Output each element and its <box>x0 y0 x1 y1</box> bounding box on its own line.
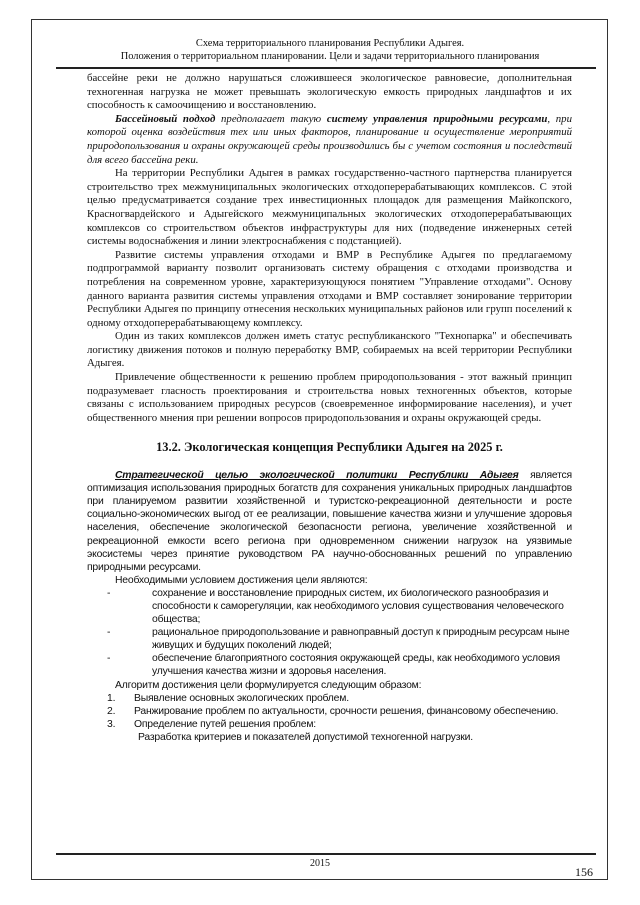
paragraph-5: Один из таких комплексов должен иметь статус республиканского "Технопарка" и обеспечивать логистику движения потоков и полную переработку ВМР, собираемых на всей территории Республики Адыгея. <box>87 330 572 370</box>
sub-item: Разработка критериев и показателей допустимой техногенной нагрузки. <box>138 731 473 743</box>
dash-marker: - <box>107 653 111 665</box>
section-heading: 13.2. Экологическая концепция Республики Адыгея на 2025 г. <box>156 440 503 455</box>
item-number: 3. <box>107 718 116 730</box>
list-item-text: обеспечение благоприятного состояния окружающей среды, как необходимого условия улучшения качества жизни и здоровья населения. <box>152 653 560 678</box>
page-number: 156 <box>575 865 593 879</box>
paragraph-7-text: является оптимизация использования природных богатств для сохранения уникальных природных ландшафтов при планируемом развитии хозяйственной и туристско-рекреационной деятельности и росте социально-экономических выгод от ее реализации, повышение качества жизни и улучшение здоровья населения, обеспечение экологической безопасности региона, увеличение хозяйственной и рекреационной емкости всего региона при одновременном снижении нагрузок на уязвимые экосистемы через принятие руководством РА научно-обоснованных решений по управлению природными ресурсами. <box>87 470 572 573</box>
term-basin-approach: Бассейновый подход <box>115 112 216 125</box>
dash-marker: - <box>107 587 111 599</box>
item-text: Определение путей решения проблем: <box>134 718 316 730</box>
header-rule <box>56 67 596 69</box>
footer-rule <box>56 853 596 855</box>
item-number: 2. <box>107 705 116 717</box>
paragraph-9: Алгоритм достижения цели формулируется следующим образом: <box>115 679 422 691</box>
running-header <box>70 38 590 63</box>
header-line-1: Схема территориального планирования Республики Адыгея. <box>195 38 465 49</box>
list-item <box>87 626 572 652</box>
paragraph-6: Привлечение общественности к решению проблем природопользования - этот важный принцип подразумевает гласность проектирования и строительства новых техногенных объектов, которые связаны с использованием природных ресурсов (своевременное информирование населения), и учет общественного мнения при решении вопросов природопользования и охраны окружающей среды. <box>87 371 572 424</box>
strategic-goal-term: Стратегической целью экологической политики Республики Адыгея <box>115 470 519 482</box>
paragraph-2-text-a: предполагает такую <box>215 112 327 125</box>
paragraph-4: Развитие системы управления отходами и ВМР в Республике Адыгея по предлагаемому подпрограммой варианту позволит организовать систему обращения с отходами производства и потребления на современном уровне, характеризующуюся понятием "Управление отходами". Основу данного варианта развития системы управления отходами и ВМР составляет зонирование территории Республики Адыгея по принципу отнесения нескольких муниципальных районов или групп поселений к одному отходоперерабатывающему комплексу. <box>87 248 572 329</box>
footer-year: 2015 <box>310 858 330 869</box>
paragraph-8: Необходимыми условием достижения цели являются: <box>115 574 368 586</box>
numbered-item <box>87 718 572 731</box>
item-text: Выявление основных экологических проблем. <box>134 692 349 704</box>
list-item-text: рациональное природопользование и равноправный доступ к природным ресурсам ныне живущих и будущих поколений людей; <box>152 627 570 652</box>
section-body <box>87 469 572 744</box>
header-line-2: Положения о территориальном планировании. Цели и задачи территориального планирования <box>120 50 540 62</box>
paragraph-7 <box>87 469 572 574</box>
paragraph-1: бассейне реки не должно нарушаться сложившееся экологическое равновесие, дополнительная техногенная нагрузка не может превышать экологическую емкость природных ландшафтов и их способность к самоочищению и восстановлению. <box>87 72 572 112</box>
list-item <box>87 652 572 678</box>
numbered-item <box>87 705 572 718</box>
dash-marker: - <box>107 627 111 639</box>
item-text: Ранжирование проблем по актуальности, срочности решения, финансовому обеспечению. <box>134 705 559 717</box>
paragraph-2-text-b: , при которой оценка воздействия тех или иных факторов, планирование и осуществление мероприятий природопользования и охраны окружающей среды производились бы с учетом состояния и последствий для всего бассейна реки. <box>87 112 572 166</box>
list-item-text: сохранение и восстановление природных систем, их биологического разнообразия и способности к саморегуляции, как необходимого условия существования человеческого общества; <box>152 587 564 626</box>
term-resource-management: систему управления природными ресурсами <box>326 112 548 125</box>
document-body <box>87 72 572 744</box>
paragraph-2 <box>87 113 572 167</box>
item-number: 1. <box>107 692 116 704</box>
numbered-item <box>87 692 572 705</box>
paragraph-3: На территории Республики Адыгея в рамках государственно-частного партнерства планируется строительство трех межмуниципальных экологических отходоперерабатывающих комплексов. С этой целью предусматривается создание трех инвестиционных площадок для размещения Майкопского, Красногвардейского и Адыгейского межмуниципальных экологических отходоперерабатывающих комплексов со строительством объектов инфраструктуры для них (подведение инженерных сетей системы водоснабжения и линии электроснабжения с подстанцией). <box>87 167 572 248</box>
list-item <box>87 587 572 626</box>
